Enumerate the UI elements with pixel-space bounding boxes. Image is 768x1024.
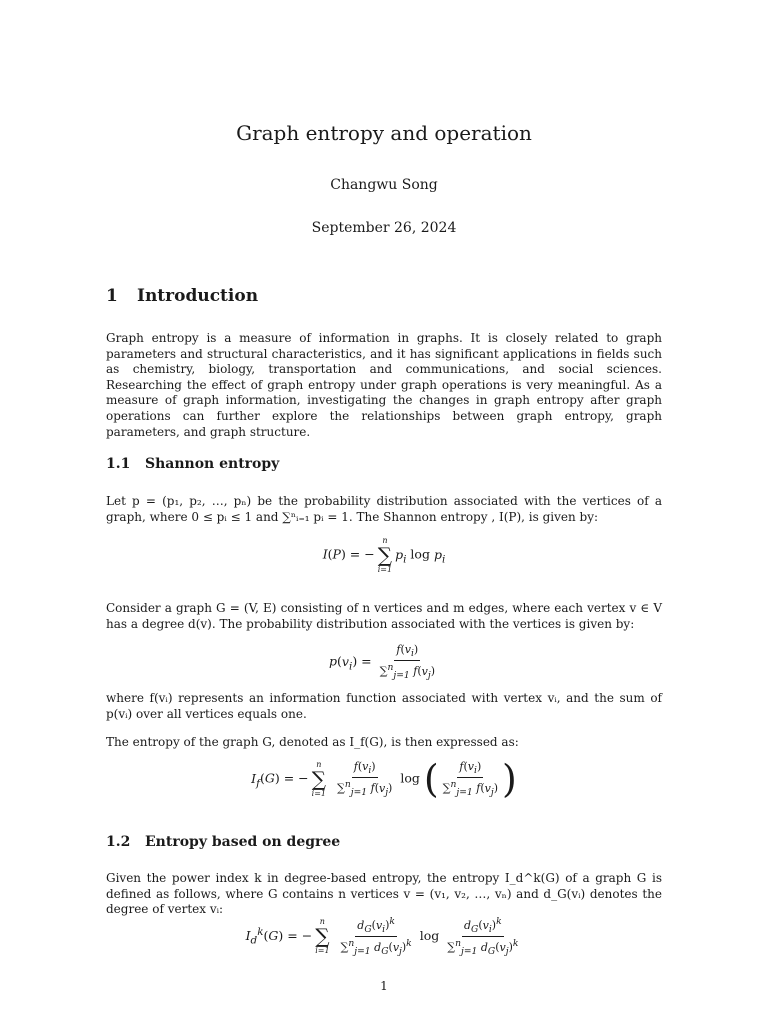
section-heading-introduction <box>106 285 258 307</box>
equation-probability-distribution: $p(v_i)$ = $\frac{f(v_i)}{\sum^n_{j=1} f(v_j)}$ <box>329 643 435 682</box>
subsection-heading-degree <box>106 833 340 851</box>
page-number: 1 <box>380 979 388 993</box>
equation-shannon-entropy: I(P) = − n ∑ i=1 $p_i$ $\log p_i$ <box>322 536 446 574</box>
shannon-paragraph-2: Consider a graph G = (V, E) consisting of n vertices and m edges, where each vertex v ∈ V has a degree d(v). The probability distribution associated with the vertices is given by: <box>106 601 662 631</box>
shannon-paragraph-1: Let p = (p₁, p₂, …, pₙ) be the probability distribution associated with the vertices of a graph, where 0 ≤ pᵢ ≤ 1 and ∑ⁿᵢ₌₁ pᵢ = 1. The Shannon entropy , I(P), is given by: <box>106 494 662 524</box>
subsection-number: 1.2 <box>106 834 131 850</box>
section-title: Introduction <box>137 286 259 306</box>
equation-graph-entropy: $I_f(G)$ = − n ∑ i=1 $\frac{f(v_i)}{\sum^n_{j=1} f(v_j)}$ log ( $\frac{f(v_i)}{\sum^n_{j=1} f(v_j)}$ ) <box>251 757 517 802</box>
degree-paragraph-1: Given the power index k in degree-based entropy, the entropy I_d^k(G) of a graph G is defined as follows, where G contains n vertices v = (v₁, v₂, …, vₙ) and d_G(vᵢ) denotes the degree of vertex vᵢ: <box>106 871 662 917</box>
subsection-number: 1.1 <box>106 456 131 472</box>
shannon-paragraph-4: The entropy of the graph G, denoted as I_f(G), is then expressed as: <box>106 735 519 749</box>
section-number: 1 <box>106 286 118 306</box>
intro-paragraph: Graph entropy is a measure of information in graphs. It is closely related to graph parameters and structural characteristics, and it has significant applications in fields such as chemistry, biology, transportation and communications, and social sciences. Researching the effect of graph entropy under graph operations is very meaningful. As a measure of graph information, investigating the changes in graph entropy after graph operations can further explore the relationships between graph entropy, graph parameters, and graph structure. <box>106 331 662 439</box>
paper-title: Graph entropy and operation <box>236 121 532 145</box>
paper-date: September 26, 2024 <box>311 220 457 236</box>
shannon-paragraph-3: where f(vᵢ) represents an information function associated with vertex vᵢ, and the sum of p(vᵢ) over all vertices equals one. <box>106 691 662 721</box>
author-name: Changwu Song <box>330 177 438 193</box>
subsection-title: Entropy based on degree <box>145 834 341 850</box>
subsection-heading-shannon <box>106 455 279 473</box>
subsection-title: Shannon entropy <box>145 456 280 472</box>
equation-degree-entropy: $I_d^k(G)$ = − n ∑ i=1 $\frac{d_G(v_i)^k}{\sum^n_{j=1} d_G(v_j)^k}$ log $\frac{d_G(v_i)^k}{\sum^n_{j=1} d_G(v_j)^k}$ <box>245 916 519 957</box>
